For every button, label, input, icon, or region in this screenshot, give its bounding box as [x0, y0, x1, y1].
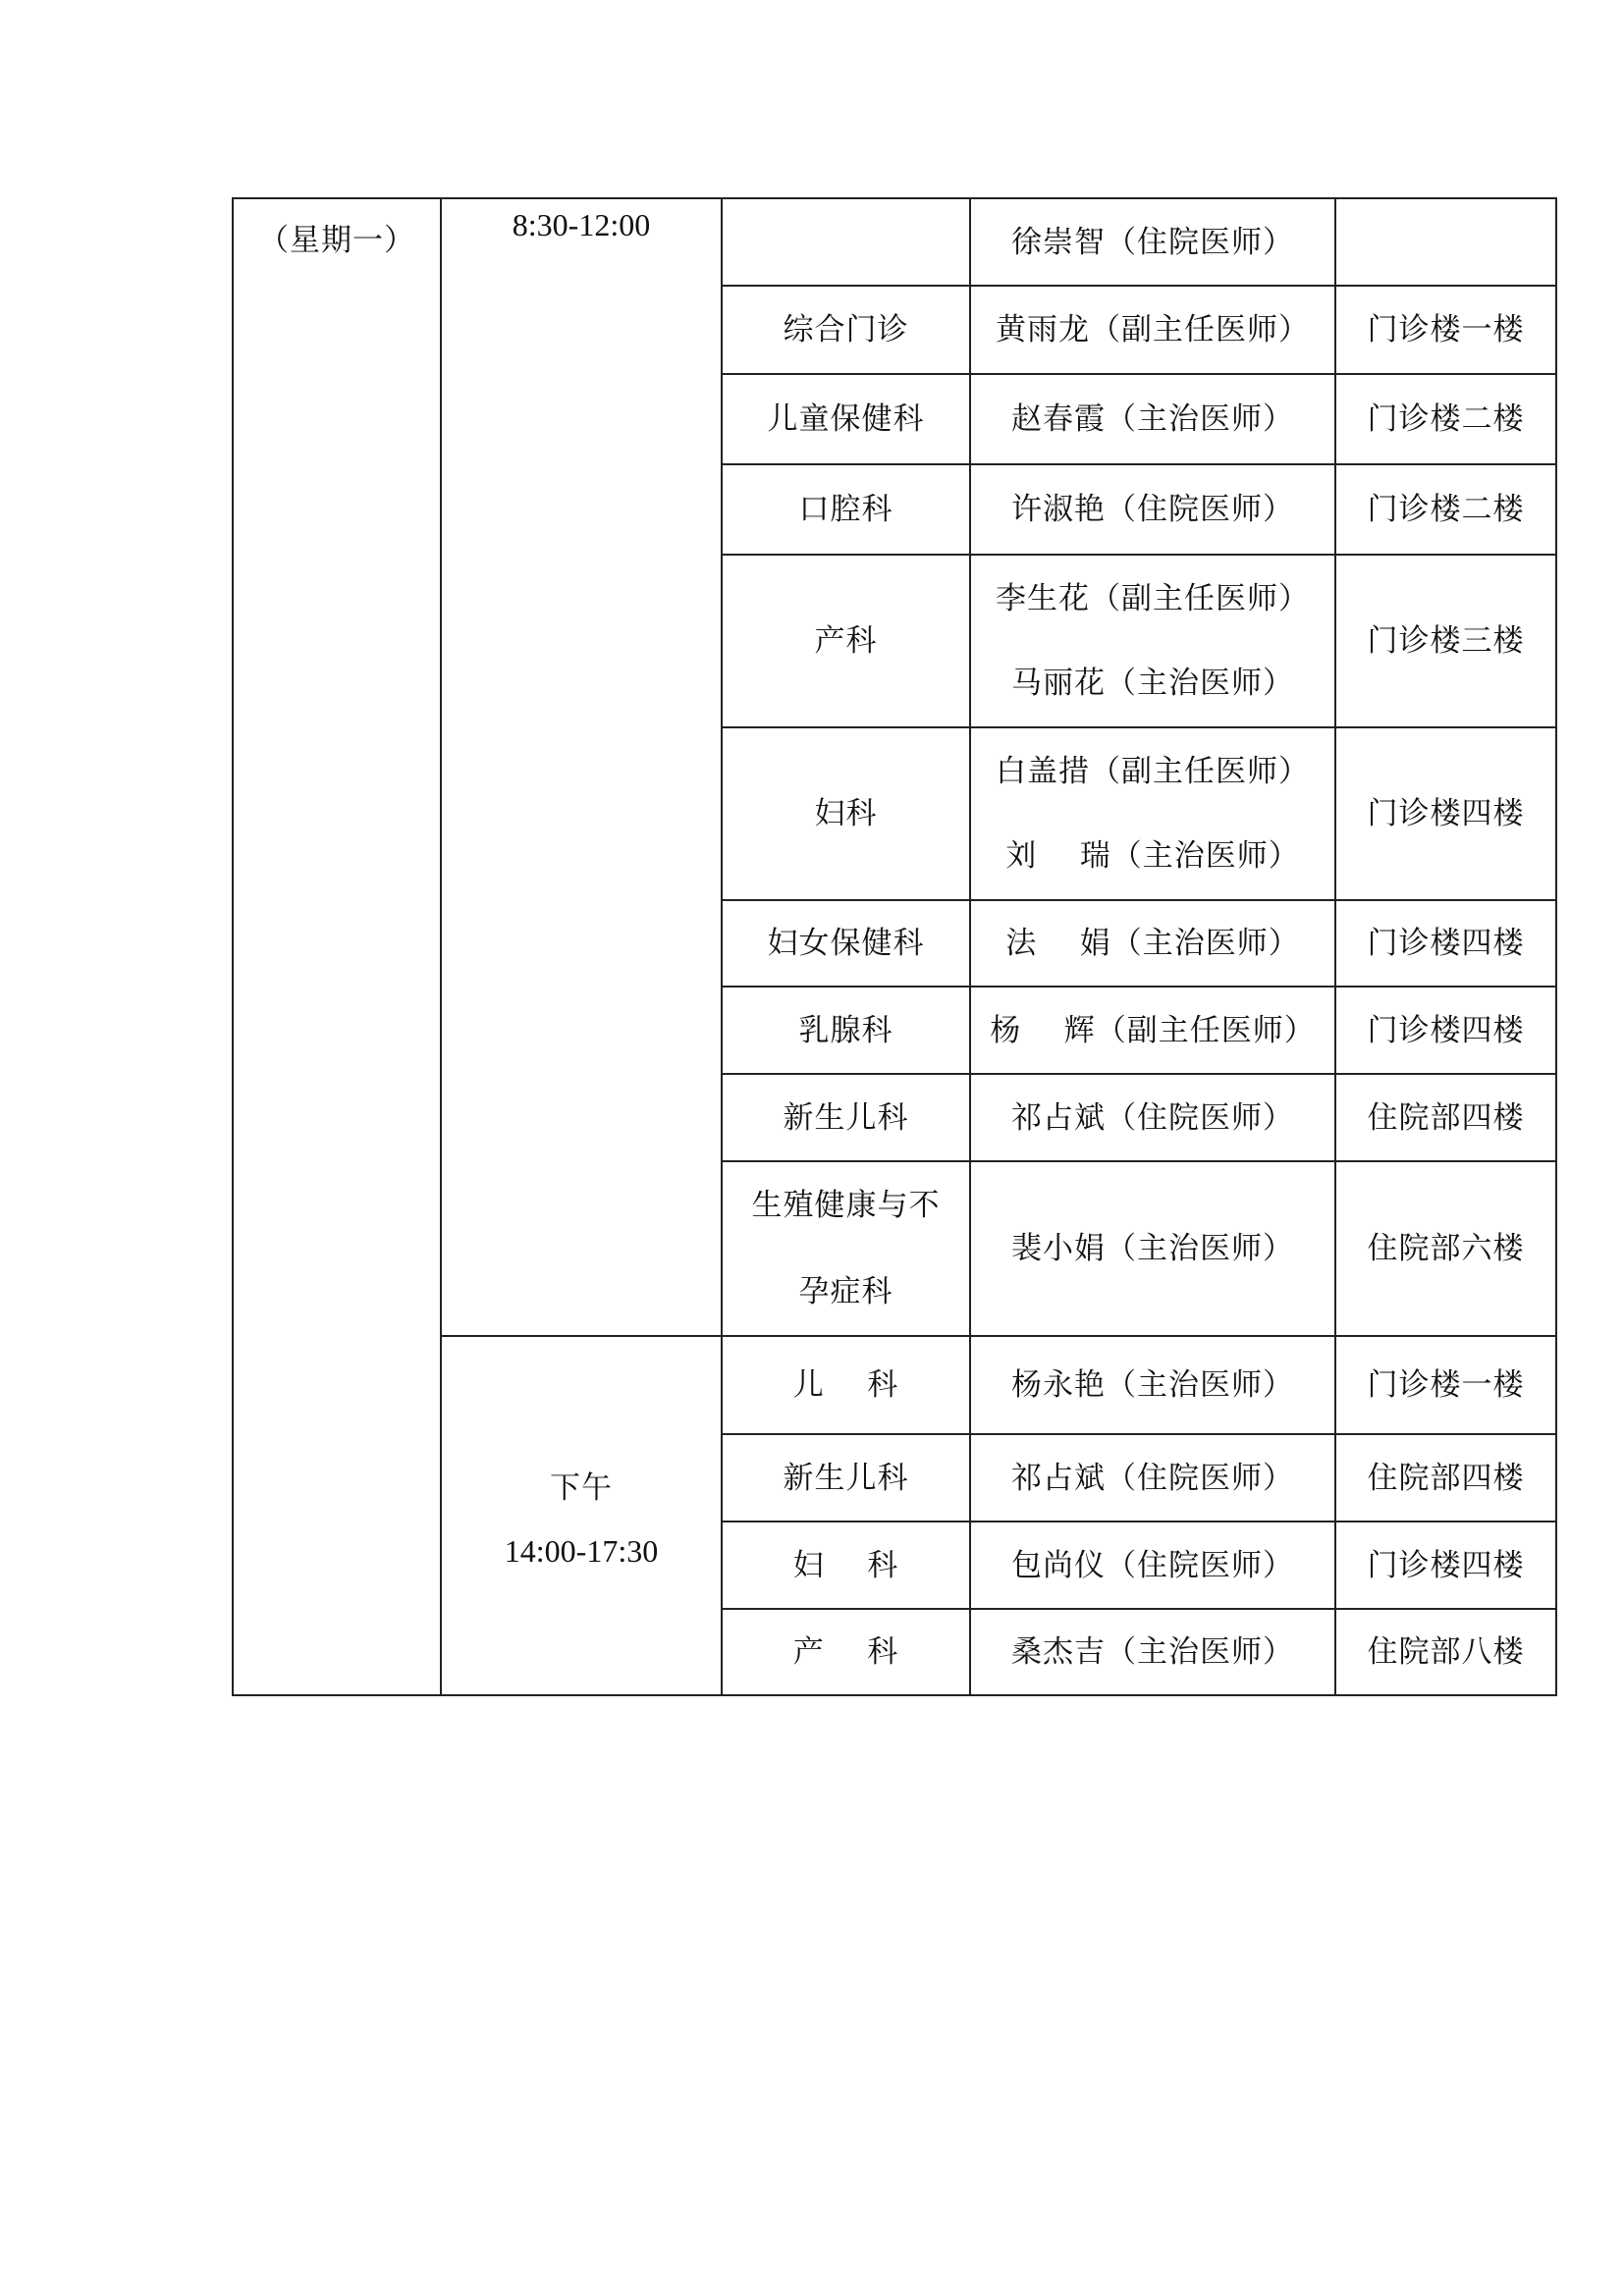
dept-name-line: 生殖健康与不 — [751, 1188, 941, 1223]
doctor-cell: 许淑艳（住院医师） — [970, 464, 1335, 555]
location-cell — [1335, 198, 1556, 286]
dept-cell: 产科 — [722, 555, 970, 727]
doctor-cell: 杨 辉（副主任医师） — [970, 987, 1335, 1074]
doctor-cell — [970, 555, 1335, 727]
location-cell: 住院部八楼 — [1335, 1609, 1556, 1695]
location-cell: 住院部四楼 — [1335, 1434, 1556, 1522]
location-cell: 门诊楼三楼 — [1335, 555, 1556, 727]
doctor-cell: 赵春霞（主治医师） — [970, 374, 1335, 464]
doctor-cell: 黄雨龙（副主任医师） — [970, 286, 1335, 374]
dept-cell — [722, 198, 970, 286]
location-cell: 门诊楼二楼 — [1335, 374, 1556, 464]
table-row — [233, 198, 1556, 286]
location-cell: 门诊楼四楼 — [1335, 900, 1556, 987]
location-cell: 门诊楼一楼 — [1335, 286, 1556, 374]
dept-cell: 妇女保健科 — [722, 900, 970, 987]
doctor-cell: 祁占斌（住院医师） — [970, 1434, 1335, 1522]
doctor-cell: 祁占斌（住院医师） — [970, 1074, 1335, 1161]
location-cell: 门诊楼四楼 — [1335, 1522, 1556, 1609]
location-cell: 住院部六楼 — [1335, 1161, 1556, 1336]
doctor-cell: 桑杰吉（主治医师） — [970, 1609, 1335, 1695]
doctor-cell — [970, 727, 1335, 900]
doctor-cell: 法 娟（主治医师） — [970, 900, 1335, 987]
day-cell — [233, 198, 441, 1695]
clinic-schedule-table — [232, 197, 1557, 1696]
doctor-name: 白盖措（副主任医师） — [996, 754, 1310, 789]
dept-cell: 儿童保健科 — [722, 374, 970, 464]
dept-cell: 儿 科 — [722, 1336, 970, 1434]
weekday-label: （星期一） — [258, 223, 415, 258]
morning-time-cell — [441, 198, 722, 1336]
location-cell: 门诊楼四楼 — [1335, 987, 1556, 1074]
doctor-name: 刘 瑞（主治医师） — [1005, 838, 1300, 874]
doctor-cell: 裴小娟（主治医师） — [970, 1161, 1335, 1336]
doctor-cell: 包尚仪（住院医师） — [970, 1522, 1335, 1609]
afternoon-label: 下午 — [550, 1470, 613, 1506]
location-cell: 门诊楼四楼 — [1335, 727, 1556, 900]
location-cell: 住院部四楼 — [1335, 1074, 1556, 1161]
dept-name-line: 孕症科 — [798, 1274, 893, 1309]
dept-cell: 新生儿科 — [722, 1434, 970, 1522]
doctor-cell: 杨永艳（主治医师） — [970, 1336, 1335, 1434]
dept-cell: 新生儿科 — [722, 1074, 970, 1161]
dept-cell: 综合门诊 — [722, 286, 970, 374]
afternoon-time-range: 14:00-17:30 — [504, 1533, 659, 1569]
morning-time-range: 8:30-12:00 — [512, 207, 651, 242]
location-cell: 门诊楼一楼 — [1335, 1336, 1556, 1434]
dept-cell: 口腔科 — [722, 464, 970, 555]
dept-cell: 产 科 — [722, 1609, 970, 1695]
dept-cell — [722, 1161, 970, 1336]
doctor-name: 马丽花（主治医师） — [1011, 666, 1294, 701]
dept-cell: 妇 科 — [722, 1522, 970, 1609]
doctor-cell: 徐崇智（住院医师） — [970, 198, 1335, 286]
dept-cell: 乳腺科 — [722, 987, 970, 1074]
location-cell: 门诊楼二楼 — [1335, 464, 1556, 555]
afternoon-time-cell — [441, 1336, 722, 1695]
dept-cell: 妇科 — [722, 727, 970, 900]
doctor-name: 李生花（副主任医师） — [996, 581, 1310, 616]
